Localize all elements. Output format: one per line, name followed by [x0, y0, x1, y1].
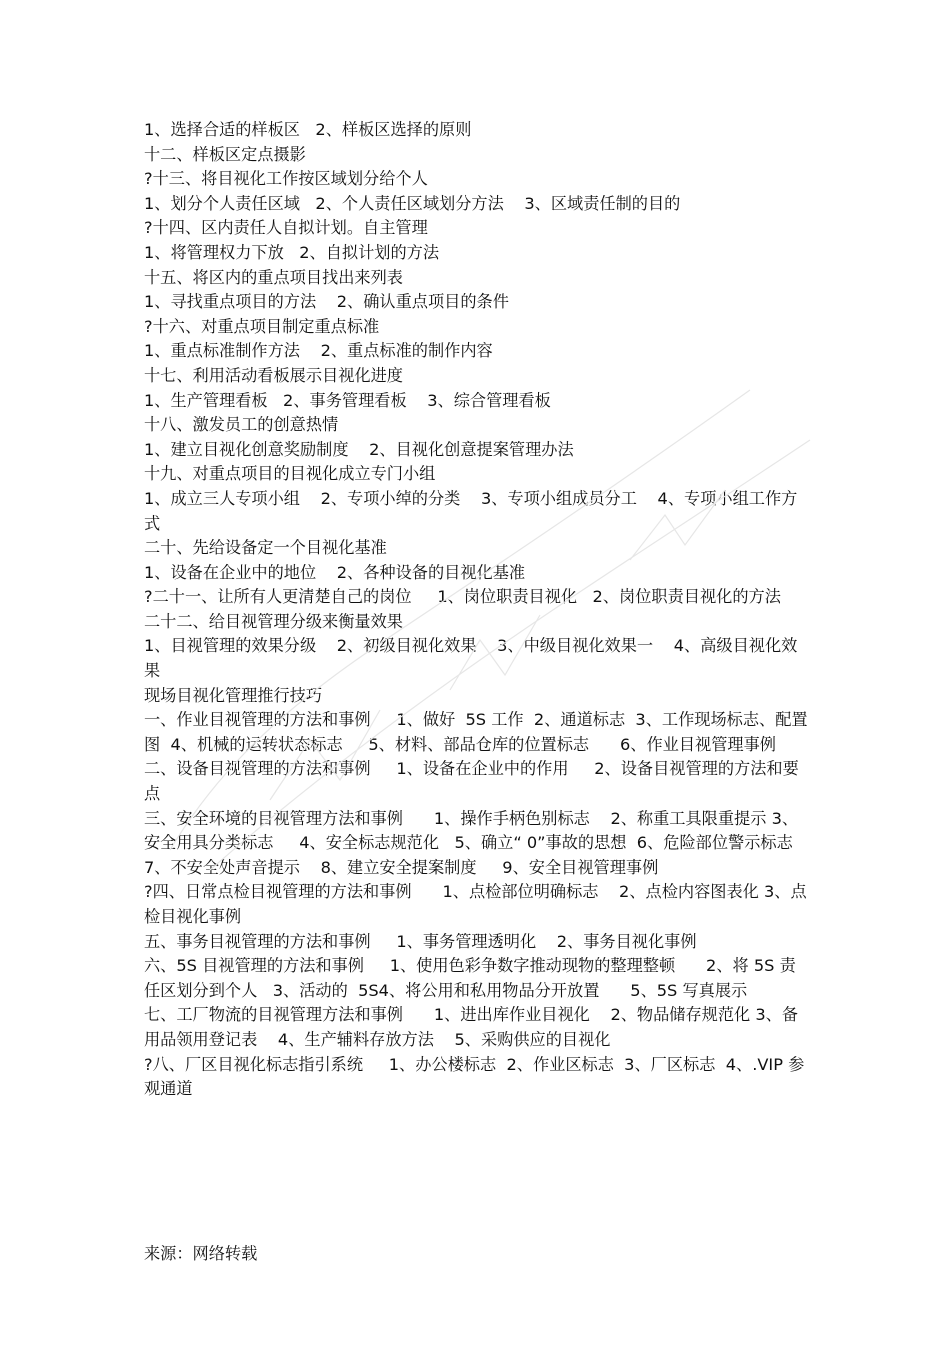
section-heading: 二十二、给目视管理分级来衡量效果 — [144, 611, 403, 631]
section-heading: 二十、先给设备定一个目视化基准 — [144, 538, 387, 558]
text-line: 1、建立目视化创意奖励制度 2、目视化创意提案管理办法 — [144, 439, 574, 459]
text-line: 1、成立三人专项小组 2、专项小绰的分类 3、专项小组成员分工 4、专项小组工作方式 — [144, 488, 798, 533]
text-line: 1、将管理权力下放 2、自拟计划的方法 — [144, 242, 440, 262]
text-paragraph: 七、工厂物流的目视管理方法和事例 1、进出库作业目视化 2、物品储存规范化 3、备用品领用登记表 4、生产辅料存放方法 5、采购供应的目视化 — [144, 1005, 799, 1049]
section-heading: 十七、利用活动看板展示目视化进度 — [144, 365, 403, 385]
section-heading: ?十三、将目视化工作按区域划分给个人 — [144, 169, 428, 189]
text-line: 1、重点标准制作方法 2、重点标准的制作内容 — [144, 341, 493, 361]
text-line: 1、寻找重点项目的方法 2、确认重点项目的条件 — [144, 292, 509, 312]
section-heading: 十二、样板区定点摄影 — [144, 144, 306, 164]
text-line: 1、划分个人责任区域 2、个人责任区域划分方法 3、区域责任制的目的 — [144, 193, 681, 213]
section-heading: 十九、对重点项目的目视化成立专门小组 — [144, 464, 436, 484]
section-heading: ?十六、对重点项目制定重点标准 — [144, 316, 380, 336]
text-line: 1、选择合适的样板区 2、样板区选择的原则 — [144, 120, 472, 139]
text-line: 1、生产管理看板 2、事务管理看板 3、综合管理看板 — [144, 390, 551, 410]
text-paragraph: 六、5S 目视管理的方法和事例 1、使用色彩争数字推动现物的整理整顿 2、将 5S 责任区划分到个人 3、活动的 5S4、将公用和私用物品分开放置 5、5S 写真展示 — [144, 956, 796, 1000]
section-heading: 十五、将区内的重点项目找出来列表 — [144, 267, 403, 287]
source-note: 来源：网络转载 — [144, 1244, 258, 1263]
section-heading: ?十四、区内责任人自拟计划。自主管理 — [144, 218, 428, 238]
text-line: 1、目视管理的效果分级 2、初级目视化效果 3、中级目视化效果一 4、高级目视化效果 — [144, 636, 798, 681]
text-paragraph: 五、事务目视管理的方法和事例 1、事务管理透明化 2、事务目视化事例 — [144, 931, 697, 951]
document-body — [144, 118, 809, 1102]
section-title: 现场目视化管理推行技巧 — [144, 685, 323, 705]
text-paragraph: 二、设备目视管理的方法和事例 1、设备在企业中的作用 2、设备目视管理的方法和要点 — [144, 759, 799, 804]
text-paragraph: 一、作业目视管理的方法和事例 1、做好 5S 工作 2、通道标志 3、工作现场标志、配置图 4、机械的运转状态标志 5、材料、部品仓库的位置标志 6、作业目视管理事例 — [144, 710, 808, 754]
text-paragraph: ?八、厂区目视化标志指引系统 1、办公楼标志 2、作业区标志 3、厂区标志 4、.VIP 参观通道 — [144, 1054, 805, 1099]
text-line: 1、设备在企业中的地位 2、各种设备的目视化基准 — [144, 562, 526, 582]
section-heading: ?二十一、让所有人更清楚自己的岗位 1、岗位职责目视化 2、岗位职责目视化的方法 — [144, 587, 781, 607]
section-heading: 十八、激发员工的创意热情 — [144, 415, 339, 435]
text-paragraph: 三、安全环境的目视管理方法和事例 1、操作手柄色别标志 2、称重工具限重提示 3、安全用具分类标志 4、安全标志规范化 5、确立“ 0”事故的思想 6、危险部位警示标志 7、不安全处声音提示 8、建立安全提案制度 9、安全目视管理事例 — [144, 808, 804, 877]
text-paragraph: ?四、日常点检目视管理的方法和事例 1、点检部位明确标志 2、点检内容图表化 3、点检目视化事例 — [144, 882, 807, 926]
